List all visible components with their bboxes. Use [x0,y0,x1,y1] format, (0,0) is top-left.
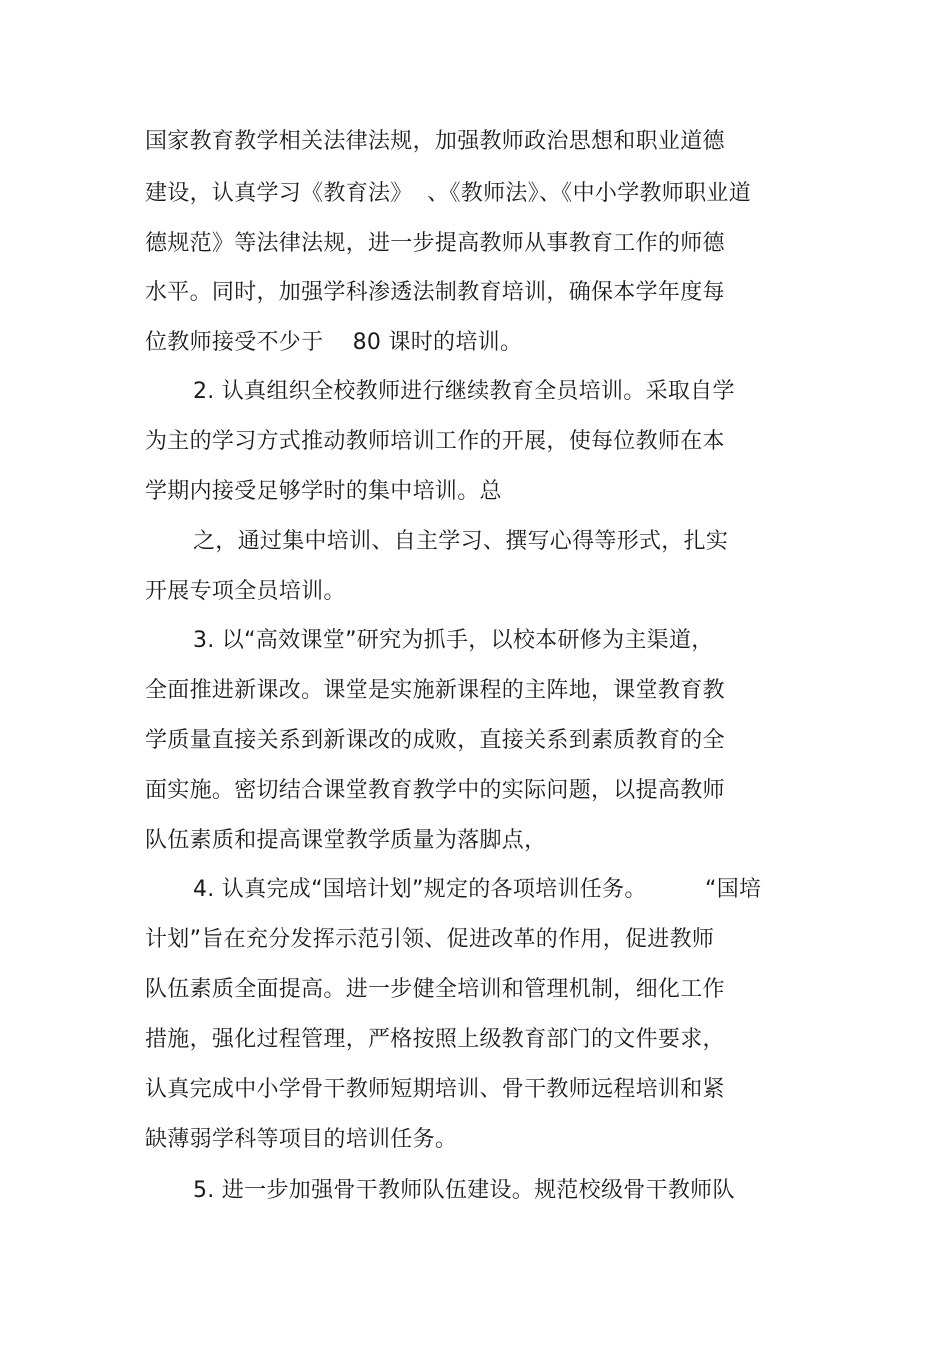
text-line: 认真完成中小学骨干教师短期培训、骨干教师远程培训和紧 [145,1077,725,1102]
text-line: 开展专项全员培训。 [145,579,346,604]
text-line: 计划”旨在充分发挥示范引领、促进改革的作用，促进教师 [145,927,715,952]
paragraph-3-start: 3. 以“高效课堂”研究为抓手，以校本研修为主渠道， [193,628,714,653]
text-line: 全面推进新课改。课堂是实施新课程的主阵地，课堂教育教 [145,678,725,703]
text-line: 之，通过集中培训、自主学习、撰写心得等形式，扎实 [193,529,729,554]
text-line: 面实施。密切结合课堂教育教学中的实际问题，以提高教师 [145,778,725,803]
text-line: 德规范》等法律法规，进一步提高教师从事教育工作的师德 [145,231,725,256]
text-line: 缺薄弱学科等项目的培训任务。 [145,1127,458,1152]
text-line: 队伍素质和提高课堂教学质量为落脚点， [145,828,547,853]
paragraph-2-start: 2. 认真组织全校教师进行继续教育全员培训。采取自学 [193,379,735,404]
text-line: 学期内接受足够学时的集中培训。总 [145,479,502,504]
paragraph-4-start: 4. 认真完成“国培计划”规定的各项培训任务。 “国培 [193,877,762,902]
text-line: 建设，认真学习《教育法》 、《教师法》、《中小学教师职业道 [145,181,751,206]
text-line: 措施，强化过程管理，严格按照上级教育部门的文件要求， [145,1027,725,1052]
text-line: 位教师接受不少于 80 课时的培训。 [145,330,523,355]
text-line: 水平。同时，加强学科渗透法制教育培训，确保本学年度每 [145,280,725,305]
text-line: 学质量直接关系到新课改的成败，直接关系到素质教育的全 [145,728,725,753]
text-line: 为主的学习方式推动教师培训工作的开展，使每位教师在本 [145,429,725,454]
paragraph-5-start: 5. 进一步加强骨干教师队伍建设。规范校级骨干教师队 [193,1178,735,1203]
text-line: 国家教育教学相关法律法规，加强教师政治思想和职业道德 [145,129,725,154]
text-line: 队伍素质全面提高。进一步健全培训和管理机制，细化工作 [145,977,725,1002]
